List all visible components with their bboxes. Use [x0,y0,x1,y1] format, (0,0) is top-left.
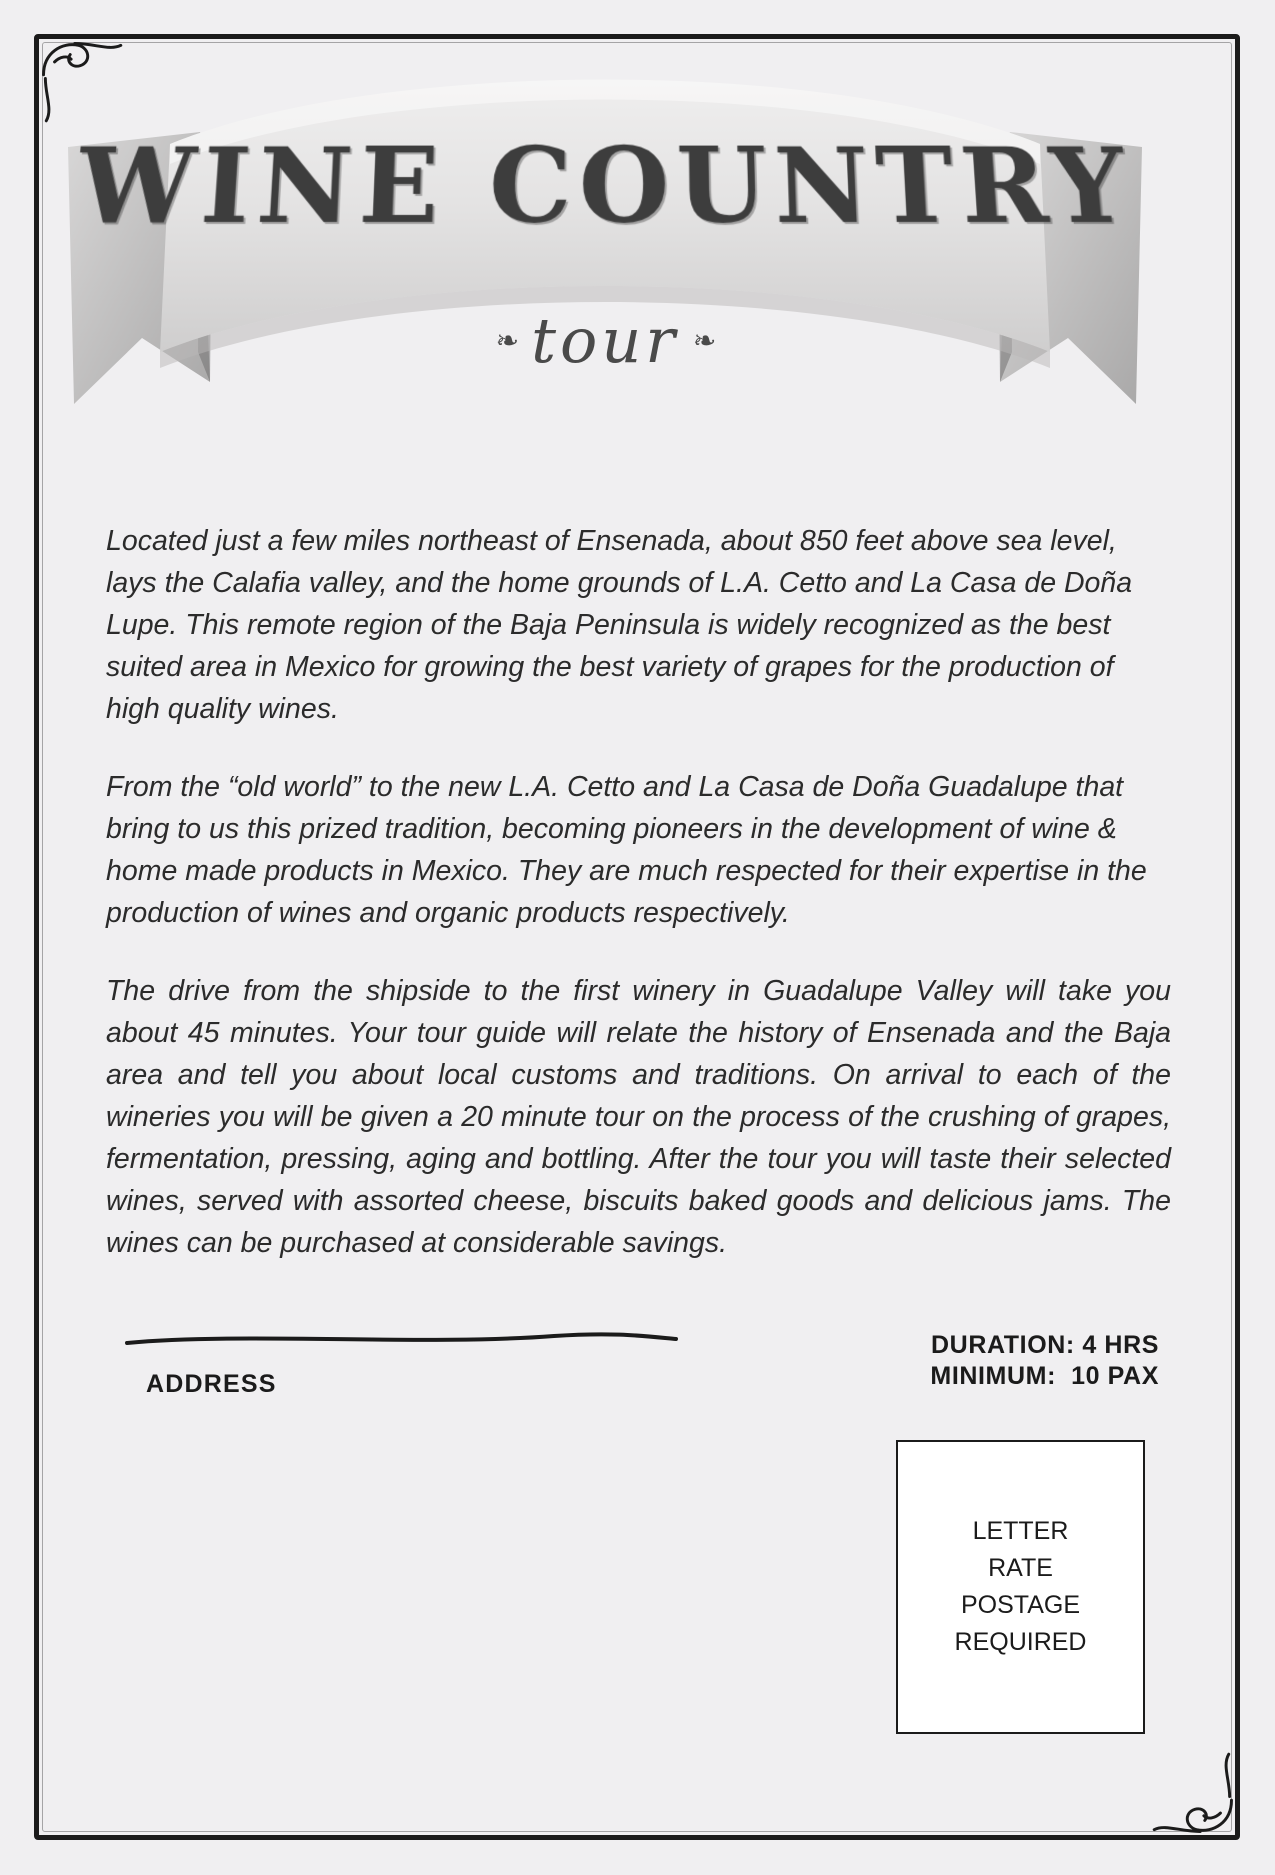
banner-title: WINE COUNTRY [72,125,1138,248]
banner [50,52,1160,452]
address-rule [124,1330,679,1348]
postage-stamp-box [896,1440,1145,1734]
address-label: ADDRESS [146,1370,277,1398]
flourish-right-icon: ❧ [692,324,715,357]
banner-subtitle: tour [531,304,679,377]
duration-line: DURATION: 4 HRS [931,1331,1159,1359]
banner-subtitle-row [50,304,1160,377]
address-block [124,1330,684,1399]
bottom-section [106,1330,1171,1800]
paragraph-2: From the “old world” to the new L.A. Cetto and La Casa de Doña Guadalupe that bring to us this prized tradition, becoming pioneers in the development of wine & home made products in Mexico. They are much respected for their expertise in the production of wines and organic products respectively. [106,771,1147,929]
tour-details [930,1330,1159,1392]
stamp-line-1: LETTER [972,1517,1069,1545]
stamp-line-3: POSTAGE [960,1591,1080,1619]
stamp-line-2: RATE [988,1554,1053,1582]
paragraph-3: The drive from the shipside to the first winery in Guadalupe Valley will take you about 45 minutes. Your tour guide will relate the history of Ensenada and the Baja area and tell you about local customs and traditions. On arrival to each of the wineries you will be given a 20 minute tour on the process of the crushing of grapes, fermentation, pressing, aging and bottling. After the tour you will taste their selected wines, served with assorted cheese, biscuits baked goods and delicious jams. The wines can be purchased at considerable savings. [106,975,1171,1259]
stamp-line-4: REQUIRED [954,1628,1087,1656]
flourish-left-icon: ❧ [495,324,518,357]
paragraph-1: Located just a few miles northeast of Ensenada, about 850 feet above sea level, lays the Calafia valley, and the home grounds of L.A. Cetto and La Casa de Doña Lupe. This remote region of the Baja Peninsula is widely recognized as the best suited area in Mexico for growing the best variety of grapes for the production of high quality wines. [106,525,1133,725]
body-copy [106,520,1171,1300]
minimum-line: MINIMUM: 10 PAX [930,1362,1159,1390]
